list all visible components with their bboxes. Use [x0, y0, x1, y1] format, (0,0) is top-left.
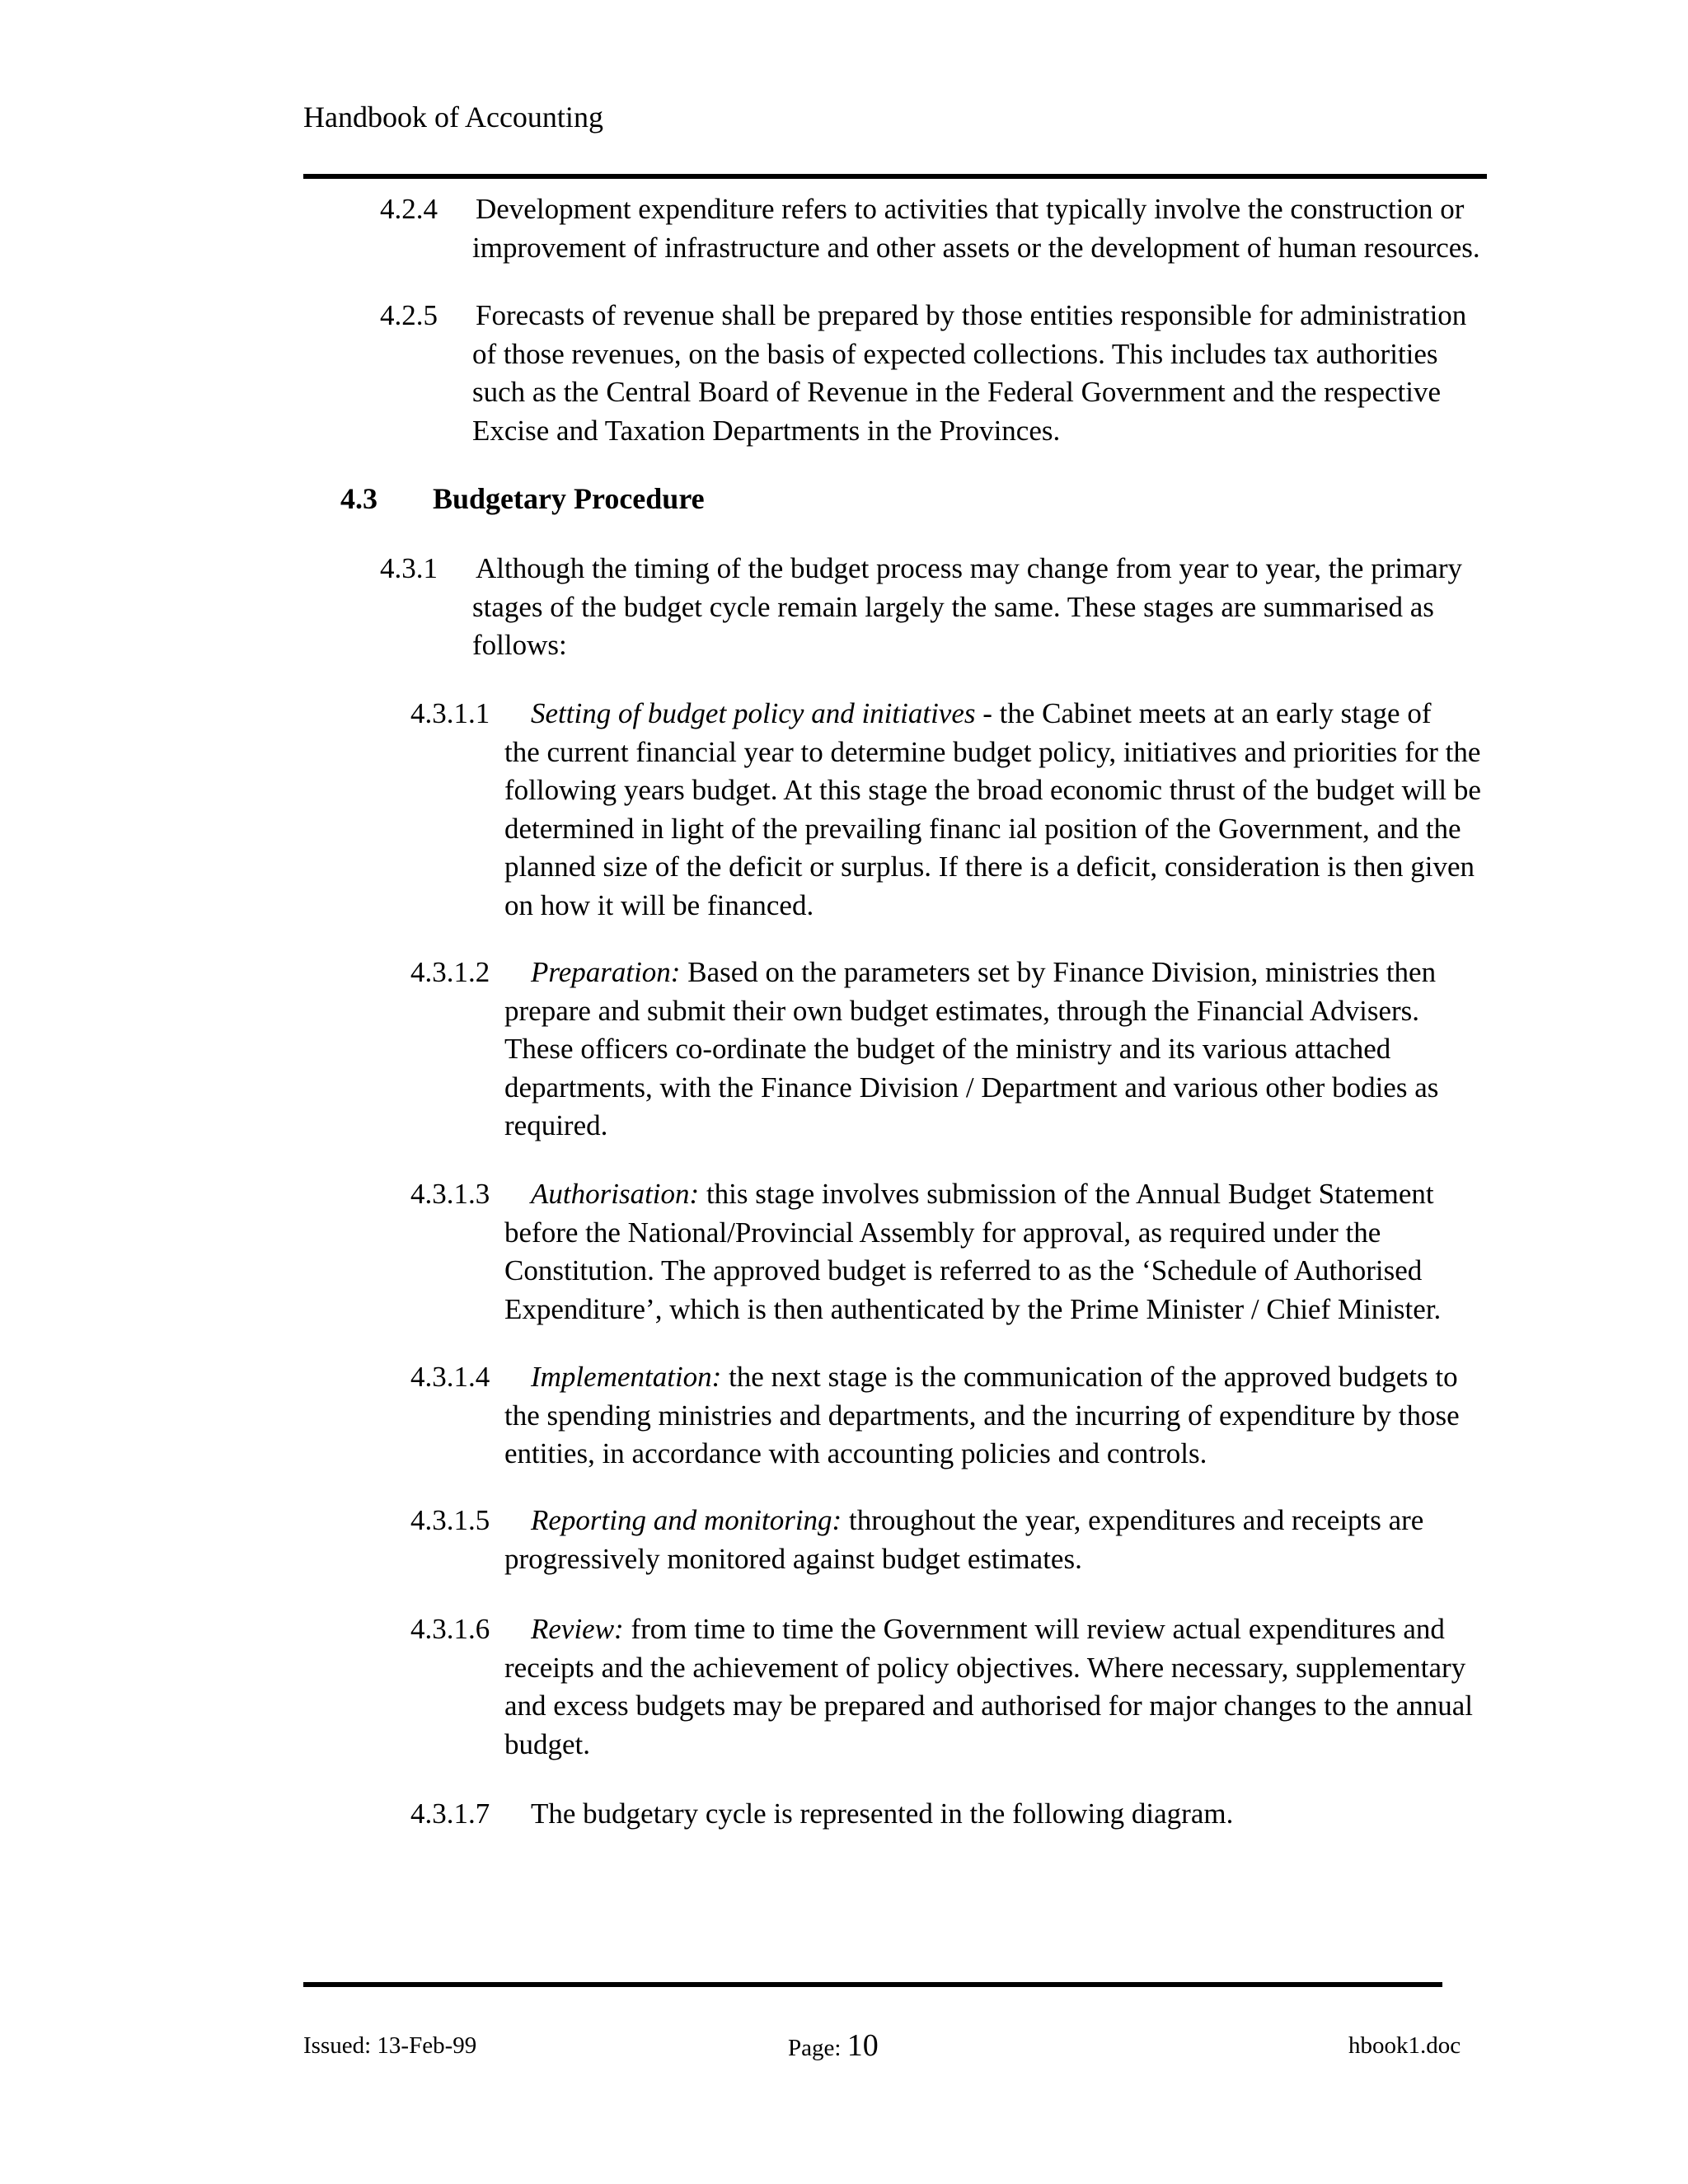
paragraph-4-3-1-3: [504, 1175, 1441, 1329]
paragraph-4-3-1-2: [504, 954, 1438, 1146]
paragraph-number: 4.3.1.6: [410, 1613, 490, 1645]
paragraph-line: such as the Central Board of Revenue in the Federal Government and the respective: [472, 376, 1442, 408]
paragraph-4-3-1-7-text: The budgetary cycle is represented in the following diagram.: [531, 1797, 1234, 1830]
paragraph-line: following years budget. At this stage the broad economic thrust of the budget will be: [504, 774, 1481, 806]
paragraph-line: before the National/Provincial Assembly for approval, as required under the: [504, 1216, 1381, 1249]
paragraph-first-line: from time to time the Government will review actual expenditures and: [623, 1613, 1445, 1645]
paragraph-term: Review:: [531, 1613, 624, 1645]
footer-issued: Issued: 13-Feb-99: [303, 2032, 477, 2059]
paragraph-number: 4.3.1.2: [410, 956, 490, 988]
section-title: Budgetary Procedure: [433, 482, 705, 515]
paragraph-line: prepare and submit their own budget estimates, through the Financial Advisers.: [504, 994, 1420, 1027]
paragraph-term: Preparation:: [531, 956, 681, 988]
paragraph-line: Constitution. The approved budget is referred to as the ‘Schedule of Authorised: [504, 1254, 1423, 1286]
paragraph-4-2-4: [472, 190, 1480, 267]
paragraph-line: receipts and the achievement of policy objectives. Where necessary, supplementary: [504, 1651, 1466, 1684]
paragraph-4-3-1: [472, 550, 1462, 665]
paragraph-first-line: the Cabinet meets at an early stage of: [999, 697, 1432, 729]
paragraph-line: Development expenditure refers to activities that typically involve the construction or: [476, 193, 1465, 225]
paragraph-first-line: throughout the year, expenditures and receipts are: [842, 1504, 1424, 1536]
paragraph-number: 4.2.5: [380, 299, 438, 331]
footer-page-label: Page:: [788, 2035, 847, 2061]
section-number: 4.3: [340, 482, 377, 515]
paragraph-number: 4.2.4: [380, 193, 438, 225]
paragraph-term: Reporting and monitoring:: [531, 1504, 842, 1536]
paragraph-line: improvement of infrastructure and other assets or the development of human resources.: [472, 231, 1480, 264]
paragraph-first-line: this stage involves submission of the Annual Budget Statement: [699, 1178, 1434, 1210]
paragraph-number: 4.3.1.3: [410, 1178, 490, 1210]
paragraph-4-3-1-4: [504, 1358, 1460, 1474]
paragraph-line: Although the timing of the budget process may change from year to year, the primary: [476, 552, 1462, 584]
footer-rule: [303, 1982, 1442, 1987]
paragraph-line: follows:: [472, 629, 567, 661]
paragraph-4-3-1-1: [504, 695, 1481, 925]
header-rule: [303, 174, 1487, 179]
paragraph-line: the current financial year to determine budget policy, initiatives and priorities for the: [504, 735, 1481, 768]
paragraph-line: Forecasts of revenue shall be prepared by those entities responsible for administration: [476, 299, 1467, 331]
paragraph-line: Expenditure’, which is then authenticated by the Prime Minister / Chief Minister.: [504, 1292, 1442, 1325]
paragraph-line: Excise and Taxation Departments in the Provinces.: [472, 414, 1061, 447]
paragraph-line: departments, with the Finance Division / Department and various other bodies as: [504, 1071, 1439, 1104]
paragraph-number: 4.3.1.1: [410, 697, 490, 729]
paragraph-4-3-1-5: [504, 1502, 1423, 1578]
paragraph-line: required.: [504, 1109, 608, 1141]
paragraph-number: 4.3.1: [380, 552, 438, 584]
paragraph-line: These officers co-ordinate the budget of the ministry and its various attached: [504, 1033, 1391, 1065]
paragraph-term: Authorisation:: [531, 1178, 700, 1210]
paragraph-line: of those revenues, on the basis of expected collections. This includes tax authorities: [472, 337, 1438, 370]
paragraph-line: the spending ministries and departments, and the incurring of expenditure by those: [504, 1399, 1460, 1432]
paragraph-term: Setting of budget policy and initiatives -: [531, 697, 1000, 729]
paragraph-first-line: Based on the parameters set by Finance Division, ministries then: [680, 956, 1437, 988]
paragraph-line: and excess budgets may be prepared and authorised for major changes to the annual: [504, 1690, 1473, 1722]
paragraph-line: stages of the budget cycle remain largely the same. These stages are summarised as: [472, 590, 1434, 623]
paragraph-line: on how it will be financed.: [504, 888, 814, 921]
paragraph-number: 4.3.1.4: [410, 1361, 490, 1393]
footer-page: [788, 2029, 879, 2064]
paragraph-term: Implementation:: [531, 1361, 722, 1393]
paragraph-first-line: the next stage is the communication of the approved budgets to: [721, 1361, 1458, 1393]
paragraph-line: budget.: [504, 1727, 591, 1760]
paragraph-line: planned size of the deficit or surplus. If there is a deficit, consideration is then given: [504, 851, 1475, 883]
paragraph-4-2-5: [472, 297, 1466, 450]
footer-filename: hbook1.doc: [1348, 2032, 1461, 2059]
paragraph-4-3-1-6: [504, 1610, 1473, 1764]
paragraph-number: 4.3.1.5: [410, 1504, 490, 1536]
page-header-title: Handbook of Accounting: [303, 101, 603, 134]
paragraph-line: determined in light of the prevailing financ ial position of the Government, and the: [504, 812, 1461, 845]
paragraph-line: entities, in accordance with accounting policies and controls.: [504, 1437, 1207, 1469]
paragraph-number: 4.3.1.7: [410, 1797, 490, 1830]
footer-page-number: 10: [846, 2028, 879, 2063]
paragraph-line: progressively monitored against budget estimates.: [504, 1542, 1082, 1575]
